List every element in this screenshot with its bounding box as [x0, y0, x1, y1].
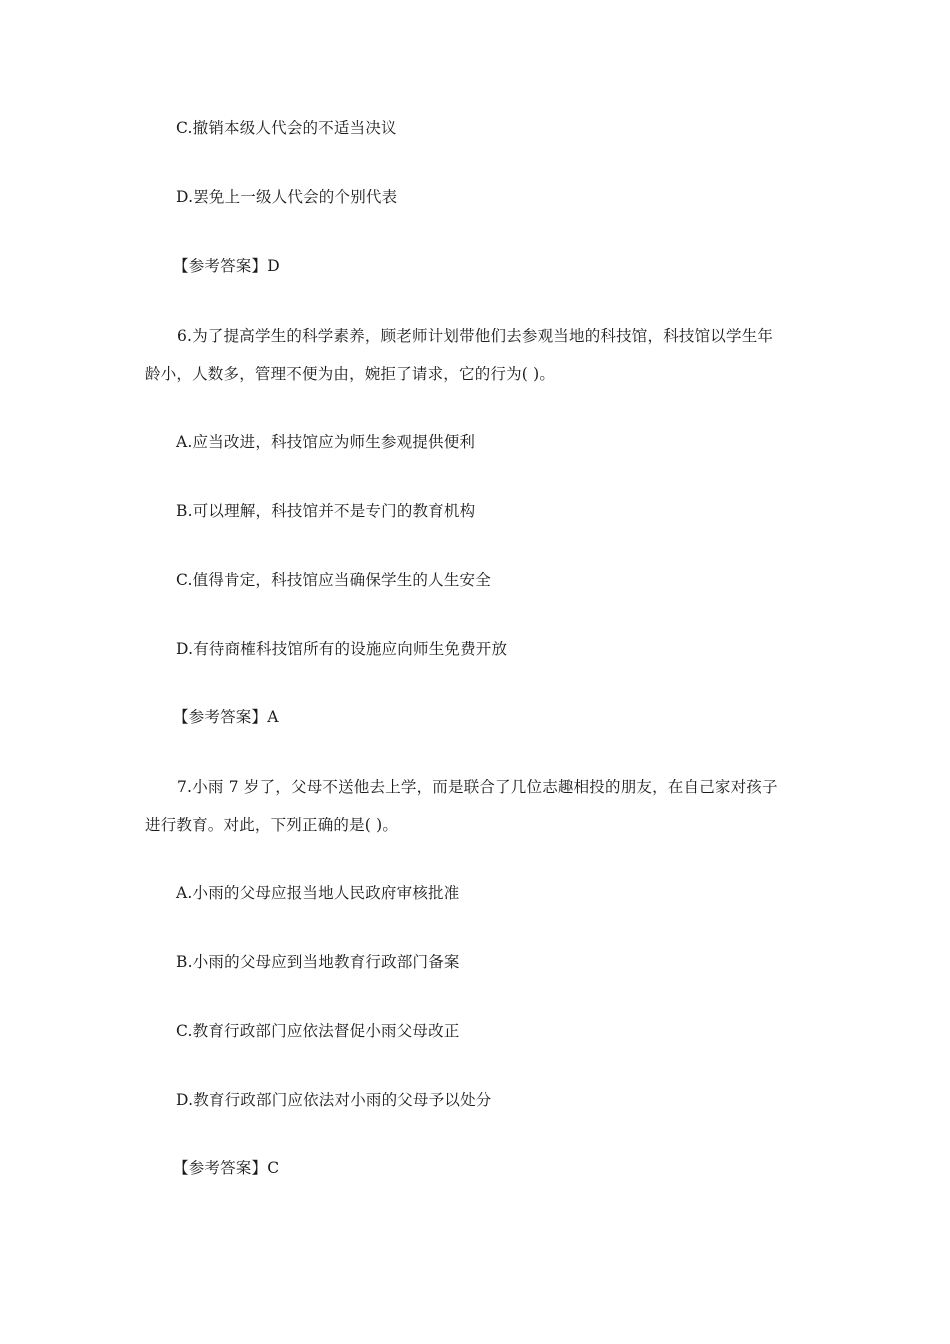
q7-stem-line1: 7.小雨 7 岁了，父母不送他去上学，而是联合了几位志趣相投的朋友，在自己家对孩子 — [177, 778, 778, 796]
q6-answer: 【参考答案】A — [173, 708, 279, 726]
q7-option-b: B.小雨的父母应到当地教育行政部门备案 — [176, 953, 460, 971]
q6-option-d: D.有待商榷科技馆所有的设施应向师生免费开放 — [176, 640, 508, 658]
q6-stem-line2: 龄小，人数多，管理不便为由，婉拒了请求，它的行为( )。 — [145, 365, 556, 383]
q7-stem-line2: 进行教育。对此，下列正确的是( )。 — [145, 816, 399, 834]
q5-option-d: D.罢免上一级人代会的个别代表 — [176, 188, 398, 206]
q5-option-c: C.撤销本级人代会的不适当决议 — [176, 119, 397, 137]
q7-answer: 【参考答案】C — [173, 1159, 280, 1177]
q7-option-d: D.教育行政部门应依法对小雨的父母予以处分 — [176, 1091, 492, 1109]
q5-answer: 【参考答案】D — [173, 257, 280, 275]
q7-option-c: C.教育行政部门应依法督促小雨父母改正 — [176, 1022, 460, 1040]
q6-stem-line1: 6.为了提高学生的科学素养，顾老师计划带他们去参观当地的科技馆，科技馆以学生年 — [177, 327, 774, 345]
q6-option-a: A.应当改进，科技馆应为师生参观提供便利 — [176, 433, 476, 451]
q6-option-b: B.可以理解，科技馆并不是专门的教育机构 — [176, 502, 476, 520]
q6-option-c: C.值得肯定，科技馆应当确保学生的人生安全 — [176, 571, 491, 589]
q7-option-a: A.小雨的父母应报当地人民政府审核批准 — [176, 884, 460, 902]
